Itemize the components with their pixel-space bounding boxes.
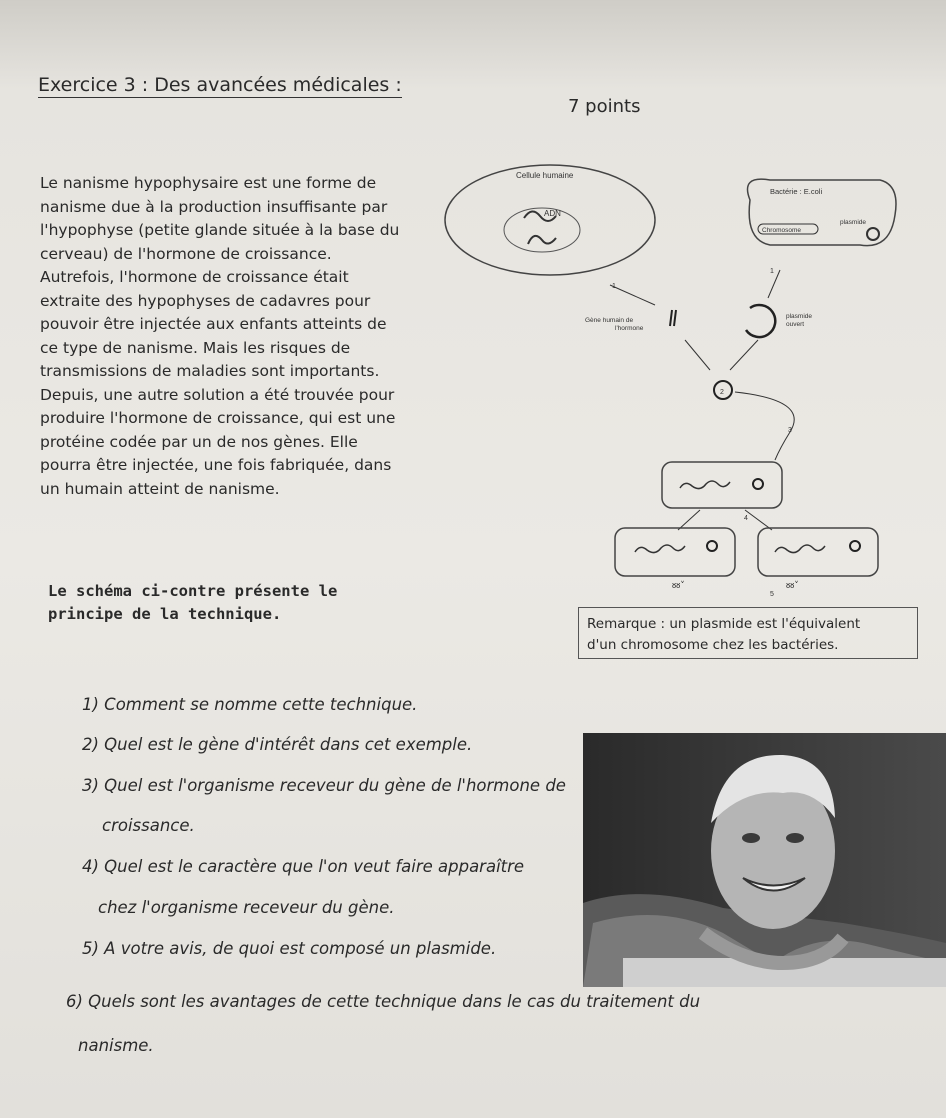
question-3: 3) Quel est l'organisme receveur du gène de l'hormone de: [82, 776, 566, 795]
remarque-line: d'un chromosome chez les bactéries.: [587, 637, 839, 653]
arrow: [610, 285, 655, 305]
intro-line: transmissions de maladies sont importants.: [40, 362, 380, 380]
points-label: 7 points: [568, 96, 641, 117]
plasmid: [707, 541, 717, 551]
chromosome: [635, 545, 685, 553]
step-label: 1: [612, 283, 616, 290]
open-plasmid-label: plasmide: [786, 313, 813, 320]
intro-line: pouvoir être injectée aux enfants atteints de: [40, 315, 387, 333]
adn-label: ADN: [544, 209, 561, 218]
question-6-continued: nanisme.: [78, 1036, 154, 1055]
intro-line: nanisme due à la production insuffisante par: [40, 197, 388, 216]
step-label: 2: [720, 389, 724, 396]
genetic-engineering-diagram: [440, 160, 940, 610]
daughter-bacterium: [758, 528, 878, 576]
step-label: 4: [744, 515, 748, 522]
intro-line: l'hypophyse (petite glande située à la base du: [40, 221, 400, 239]
question-3-continued: croissance.: [102, 816, 195, 835]
gene-label: Gène humain de: [585, 317, 634, 324]
plasmid: [753, 479, 763, 489]
schema-intro-line: principe de la technique.: [48, 605, 282, 623]
step-label: 1: [770, 268, 774, 275]
hormone-molecules: ᴕᴕ˅: [786, 581, 799, 591]
exercise-title: Exercice 3 : Des avancées médicales :: [38, 74, 402, 96]
dna-strand: [528, 236, 556, 244]
bacteria-label: Bactérie : E.coli: [770, 187, 823, 196]
step-label: 3: [788, 427, 792, 434]
nucleus: [504, 208, 580, 252]
hormone-molecules: ᴕᴕ˅: [672, 581, 685, 591]
open-plasmid-label: ouvert: [786, 321, 805, 328]
question-5: 5) A votre avis, de quoi est composé un plasmide.: [82, 939, 497, 958]
intro-line: extraite des hypophyses de cadavres pour: [40, 291, 371, 310]
question-2: 2) Quel est le gène d'intérêt dans cet exemple.: [82, 735, 473, 754]
intro-line: ce type de nanisme. Mais les risques de: [40, 338, 351, 357]
chromosome-label: Chromosome: [762, 227, 802, 234]
intro-line: pourra être injectée, une fois fabriquée, dans: [40, 456, 392, 474]
arrow: [678, 510, 772, 530]
gene-label: l'hormone: [615, 325, 644, 332]
remarque-box: [578, 607, 918, 659]
plasmid: [867, 228, 879, 240]
arrow: [735, 392, 794, 460]
step-label: 5: [770, 591, 774, 598]
schema-intro-line: Le schéma ci-contre présente le: [48, 582, 338, 600]
remarque-line: Remarque : un plasmide est l'équivalent: [587, 616, 861, 632]
plasmid: [850, 541, 860, 551]
cell-label: Cellule humaine: [516, 171, 574, 180]
intro-paragraph: [40, 172, 412, 501]
daughter-bacterium: [615, 528, 735, 576]
portrait-photo: [583, 733, 946, 987]
intro-line: cerveau) de l'hormone de croissance.: [40, 244, 332, 263]
chromosome: [680, 481, 730, 489]
intro-line: un humain atteint de nanisme.: [40, 479, 280, 498]
question-4-continued: chez l'organisme receveur du gène.: [98, 898, 395, 917]
intro-line: Le nanisme hypophysaire est une forme de: [40, 174, 377, 192]
question-6: 6) Quels sont les avantages de cette technique dans le cas du traitement du: [66, 992, 701, 1011]
open-plasmid: [746, 305, 775, 337]
chromosome: [775, 545, 825, 553]
arrow: [685, 340, 710, 370]
intro-line: produire l'hormone de croissance, qui est une: [40, 409, 396, 427]
intro-line: Autrefois, l'hormone de croissance était: [40, 268, 349, 286]
plasmid-label: plasmide: [840, 219, 867, 226]
question-1: 1) Comment se nomme cette technique.: [82, 695, 418, 714]
intro-line: Depuis, une autre solution a été trouvée pour: [40, 385, 395, 404]
arrow: [730, 340, 758, 370]
transformed-bacterium: [662, 462, 782, 508]
question-4: 4) Quel est le caractère que l'on veut faire apparaître: [82, 857, 525, 876]
intro-line: protéine codée par un de nos gènes. Elle: [40, 432, 358, 451]
schema-intro: [48, 580, 368, 626]
human-gene: [670, 310, 676, 326]
